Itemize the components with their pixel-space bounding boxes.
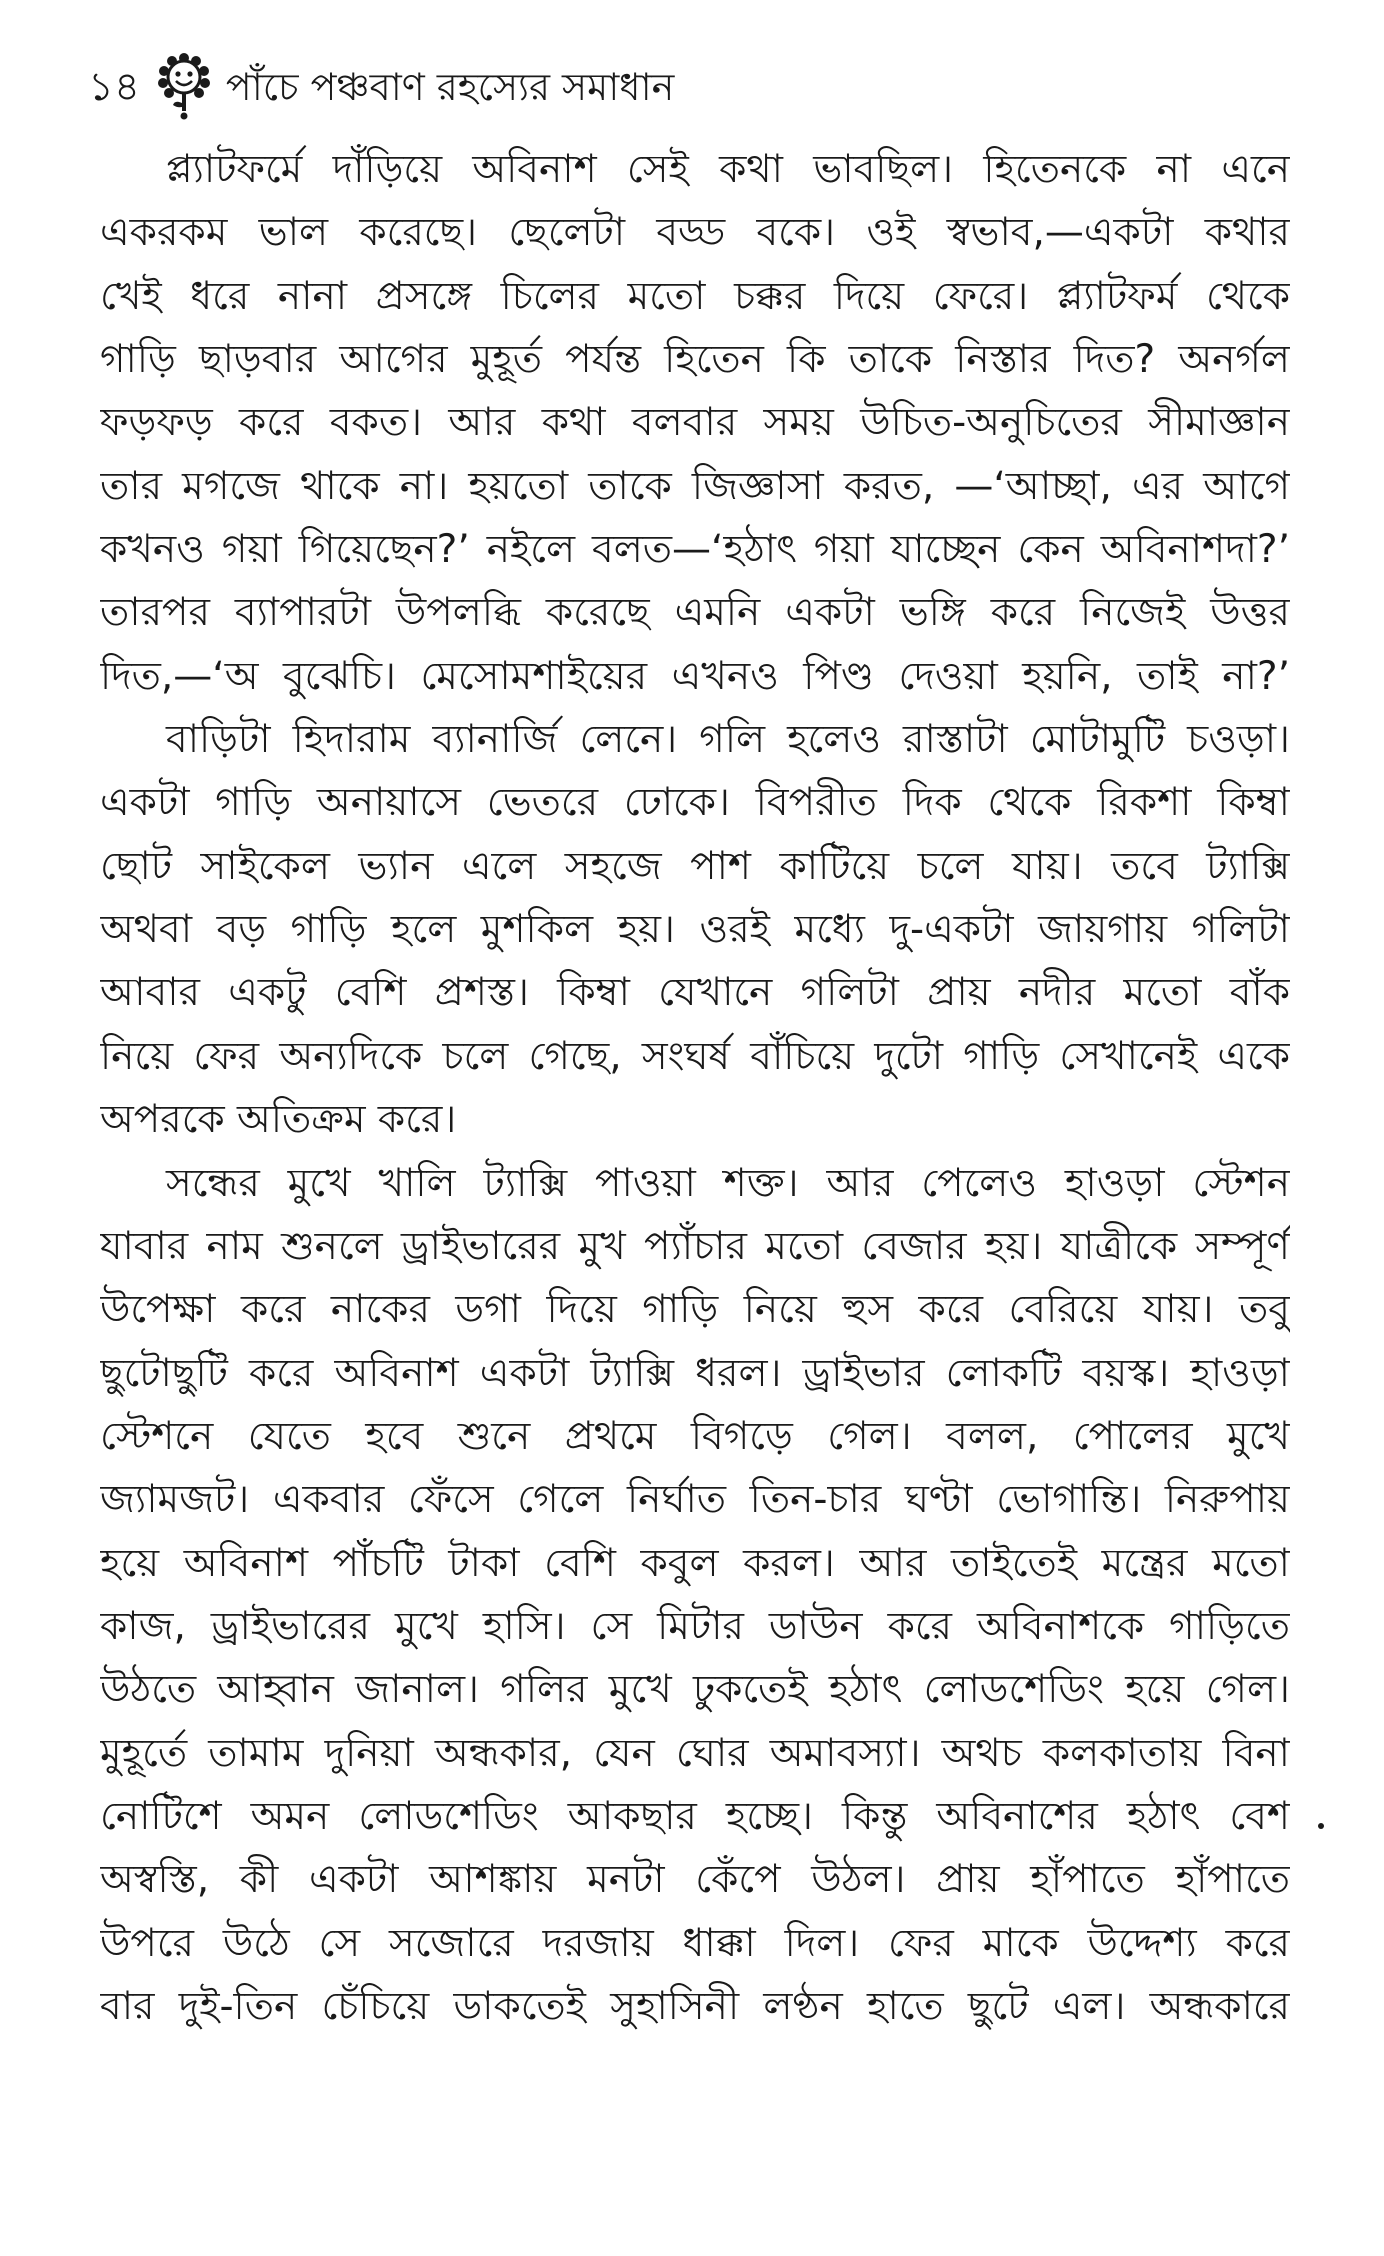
text-line: যাবার নাম শুনলে ড্রাইভারের মুখ প্যাঁচার মতো বেজার হয়। যাত্রীকে সম্পূর্ণ: [100, 1223, 1290, 1269]
text-line: উপেক্ষা করে নাকের ডগা দিয়ে গাড়ি নিয়ে হুস করে বেরিয়ে যায়। তবু: [100, 1287, 1290, 1333]
text-line: অস্বস্তি, কী একটা আশঙ্কায় মনটা কেঁপে উঠল। প্রায় হাঁপাতে হাঁপাতে: [100, 1857, 1290, 1903]
margin-speck: [1318, 1823, 1324, 1829]
text-line: সন্ধের মুখে খালি ট্যাক্সি পাওয়া শক্ত। আর পেলেও হাওড়া স্টেশন: [166, 1160, 1290, 1206]
text-line: একটা গাড়ি অনায়াসে ভেতরে ঢোকে। বিপরীত দিক থেকে রিকশা কিম্বা: [100, 780, 1290, 826]
text-line: গাড়ি ছাড়বার আগের মুহূর্ত পর্যন্ত হিতেন কি তাকে নিস্তার দিত? অনর্গল: [100, 337, 1290, 383]
running-title: পাঁচে পঞ্চবাণ রহস্যের সমাধান: [225, 65, 675, 109]
page-header: [88, 52, 674, 122]
paragraph: [100, 138, 1290, 708]
text-line: ফড়ফড় করে বকত। আর কথা বলবার সময় উচিত-অনুচিতের সীমাজ্ঞান: [100, 400, 1290, 446]
text-line: মুহূর্তে তামাম দুনিয়া অন্ধকার, যেন ঘোর অমাবস্যা। অথচ কলকাতায় বিনা: [100, 1730, 1290, 1776]
text-line: ছুটোছুটি করে অবিনাশ একটা ট্যাক্সি ধরল। ড্রাইভার লোকটি বয়স্ক। হাওড়া: [100, 1350, 1290, 1396]
sunflower-face-ornament-icon: [156, 52, 212, 122]
text-line: নোটিশে অমন লোডশেডিং আকছার হচ্ছে। কিন্তু অবিনাশের হঠাৎ বেশ: [100, 1793, 1290, 1839]
text-line: দিত,—‘অ বুঝেচি। মেসোমশাইয়ের এখনও পিণ্ড দেওয়া হয়নি, তাই না?’: [100, 653, 1290, 699]
page-number: ১৪: [88, 64, 140, 110]
text-line: অথবা বড় গাড়ি হলে মুশকিল হয়। ওরই মধ্যে দু-একটা জায়গায় গলিটা: [100, 907, 1290, 953]
text-line: উপরে উঠে সে সজোরে দরজায় ধাক্কা দিল। ফের মাকে উদ্দেশ্য করে: [100, 1920, 1290, 1966]
text-line: কাজ, ড্রাইভারের মুখে হাসি। সে মিটার ডাউন করে অবিনাশকে গাড়িতে: [100, 1603, 1290, 1649]
paragraph: [100, 1152, 1290, 2039]
text-line: একরকম ভাল করেছে। ছেলেটা বড্ড বকে। ওই স্বভাব,—একটা কথার: [100, 210, 1290, 256]
paragraph: [100, 708, 1290, 1151]
text-line: জ্যামজট। একবার ফেঁসে গেলে নির্ঘাত তিন-চার ঘণ্টা ভোগান্তি। নিরুপায়: [100, 1477, 1290, 1523]
text-line: ছোট সাইকেল ভ্যান এলে সহজে পাশ কাটিয়ে চলে যায়। তবে ট্যাক্সি: [100, 843, 1290, 889]
text-line: তারপর ব্যাপারটা উপলব্ধি করেছে এমনি একটা ভঙ্গি করে নিজেই উত্তর: [100, 590, 1290, 636]
text-line: অপরকে অতিক্রম করে।: [100, 1097, 457, 1143]
text-line: খেই ধরে নানা প্রসঙ্গে চিলের মতো চক্কর দিয়ে ফেরে। প্ল্যাটফর্ম থেকে: [100, 273, 1290, 319]
body-text: [100, 138, 1290, 2038]
text-line: আবার একটু বেশি প্রশস্ত। কিম্বা যেখানে গলিটা প্রায় নদীর মতো বাঁক: [100, 970, 1290, 1016]
text-line: স্টেশনে যেতে হবে শুনে প্রথমে বিগড়ে গেল। বলল, পোলের মুখে: [100, 1413, 1290, 1459]
text-line: বাড়িটা হিদারাম ব্যানার্জি লেনে। গলি হলেও রাস্তাটা মোটামুটি চওড়া।: [166, 717, 1290, 763]
text-line: কখনও গয়া গিয়েছেন?’ নইলে বলত—‘হঠাৎ গয়া যাচ্ছেন কেন অবিনাশদা?’: [100, 527, 1290, 573]
text-line: নিয়ে ফের অন্যদিকে চলে গেছে, সংঘর্ষ বাঁচিয়ে দুটো গাড়ি সেখানেই একে: [100, 1033, 1290, 1079]
text-line: উঠতে আহ্বান জানাল। গলির মুখে ঢুকতেই হঠাৎ লোডশেডিং হয়ে গেল।: [100, 1667, 1290, 1713]
text-line: বার দুই-তিন চেঁচিয়ে ডাকতেই সুহাসিনী লণ্ঠন হাতে ছুটে এল। অন্ধকারে: [100, 1983, 1290, 2029]
text-line: প্ল্যাটফর্মে দাঁড়িয়ে অবিনাশ সেই কথা ভাবছিল। হিতেনকে না এনে: [166, 147, 1290, 192]
text-line: তার মগজে থাকে না। হয়তো তাকে জিজ্ঞাসা করত, —‘আচ্ছা, এর আগে: [100, 463, 1290, 509]
text-line: হয়ে অবিনাশ পাঁচটি টাকা বেশি কবুল করল। আর তাইতেই মন্ত্রের মতো: [100, 1540, 1290, 1586]
